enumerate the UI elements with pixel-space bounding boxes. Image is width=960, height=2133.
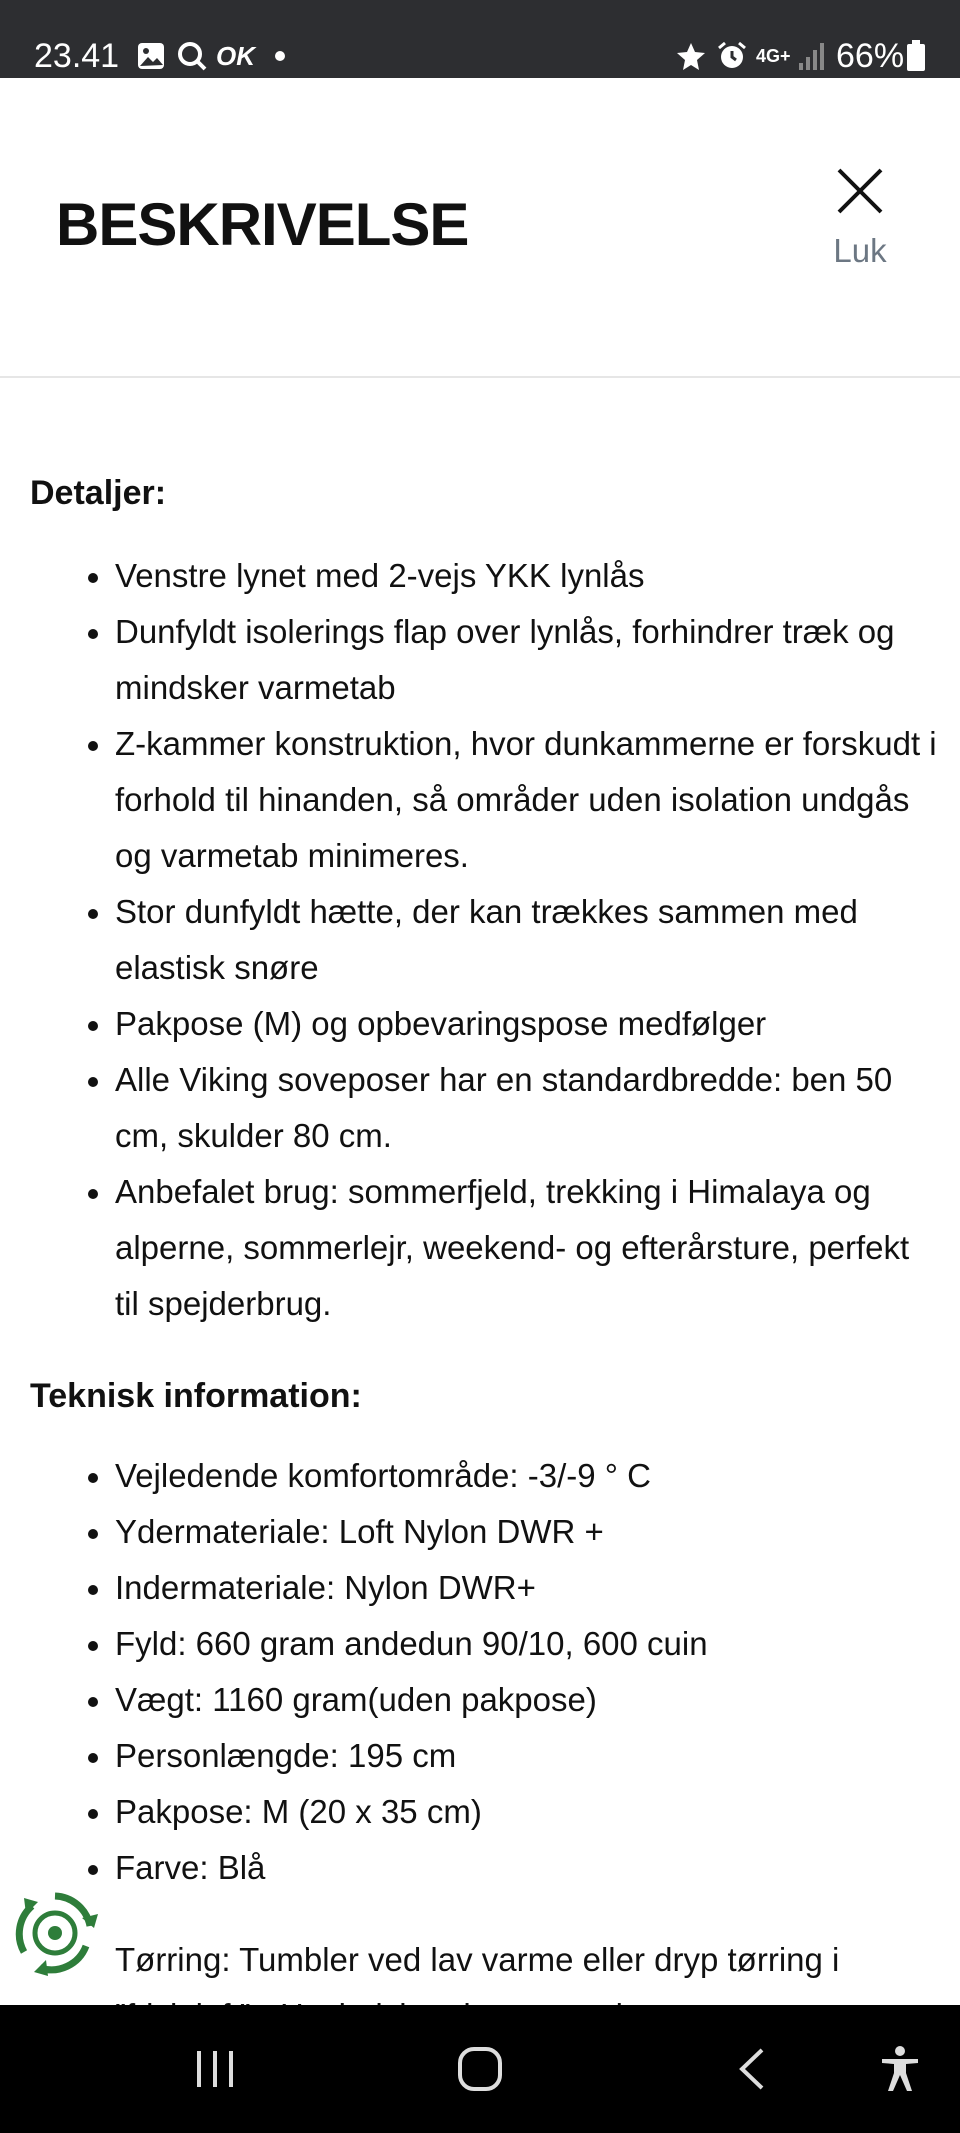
list-item: Anbefalet brug: sommerfjeld, trekking i Himalaya og alperne, sommerlejr, weekend- og efterårsture, perfekt til spejderbrug. — [0, 1164, 960, 1332]
recent-apps-icon[interactable] — [193, 2047, 237, 2091]
status-bar — [0, 0, 960, 78]
status-time: 23.41 — [34, 37, 120, 75]
list-item: Ydermateriale: Loft Nylon DWR + — [0, 1504, 960, 1560]
star-icon — [676, 38, 706, 74]
details-heading: Detaljer: — [30, 474, 167, 512]
list-item-drying: Tørring: Tumbler ved lav varme eller dryp tørring i — [115, 1941, 840, 1978]
list-item: Dunfyldt isolerings flap over lynlås, forhindrer træk og mindsker varmetab — [0, 604, 960, 716]
technical-list — [0, 1448, 960, 1890]
signal-icon — [798, 38, 824, 74]
close-button[interactable] — [820, 166, 900, 356]
modal-title: BESKRIVELSE — [56, 191, 469, 258]
list-item: Personlængde: 195 cm — [0, 1728, 960, 1784]
recycle-icon[interactable] — [10, 1888, 100, 1978]
list-item: Pakpose (M) og opbevaringspose medfølger — [0, 996, 960, 1052]
list-item: Venstre lynet med 2-vejs YKK lynlås — [0, 548, 960, 604]
close-label[interactable]: Luk — [833, 232, 887, 269]
details-list — [0, 548, 960, 1332]
gallery-icon — [136, 38, 166, 74]
recycle-badge[interactable] — [10, 1888, 100, 1978]
ok-icon: OK — [216, 40, 255, 71]
list-item: Alle Viking soveposer har en standardbredde: ben 50 cm, skulder 80 cm. — [0, 1052, 960, 1164]
battery-icon — [906, 38, 926, 74]
list-item: Indermateriale: Nylon DWR+ — [0, 1560, 960, 1616]
search-icon — [176, 38, 208, 74]
network-4g-icon: 4G+ — [756, 45, 791, 66]
description-modal — [0, 78, 960, 1890]
accessibility-button[interactable] — [870, 2005, 930, 2133]
close-icon[interactable] — [835, 166, 885, 216]
list-item: Farve: Blå — [0, 1840, 960, 1890]
list-item: Z-kammer konstruktion, hvor dunkammerne er forskudt i forhold til hinanden, så områder uden isolation undgås og varmetab minimeres. — [0, 716, 960, 884]
alarm-icon — [716, 38, 748, 74]
list-item: Stor dunfyldt hætte, der kan trækkes sammen med elastisk snøre — [0, 884, 960, 996]
accessibility-icon[interactable] — [878, 2045, 922, 2093]
recent-apps-button[interactable] — [180, 2005, 250, 2133]
list-item: Fyld: 660 gram andedun 90/10, 600 cuin — [0, 1616, 960, 1672]
technical-heading: Teknisk information: — [30, 1377, 362, 1415]
list-item: Vejledende komfortområde: -3/-9 ° C — [0, 1448, 960, 1504]
back-button[interactable] — [726, 2005, 776, 2133]
modal-header — [0, 78, 960, 378]
dot-icon — [274, 38, 286, 74]
home-button[interactable] — [450, 2005, 510, 2133]
back-icon[interactable] — [736, 2046, 766, 2092]
home-icon[interactable] — [456, 2045, 504, 2093]
battery-percent: 66% — [836, 37, 905, 75]
list-item: Vægt: 1160 gram(uden pakpose) — [0, 1672, 960, 1728]
android-nav-bar — [0, 2005, 960, 2133]
list-item: Pakpose: M (20 x 35 cm) — [0, 1784, 960, 1840]
